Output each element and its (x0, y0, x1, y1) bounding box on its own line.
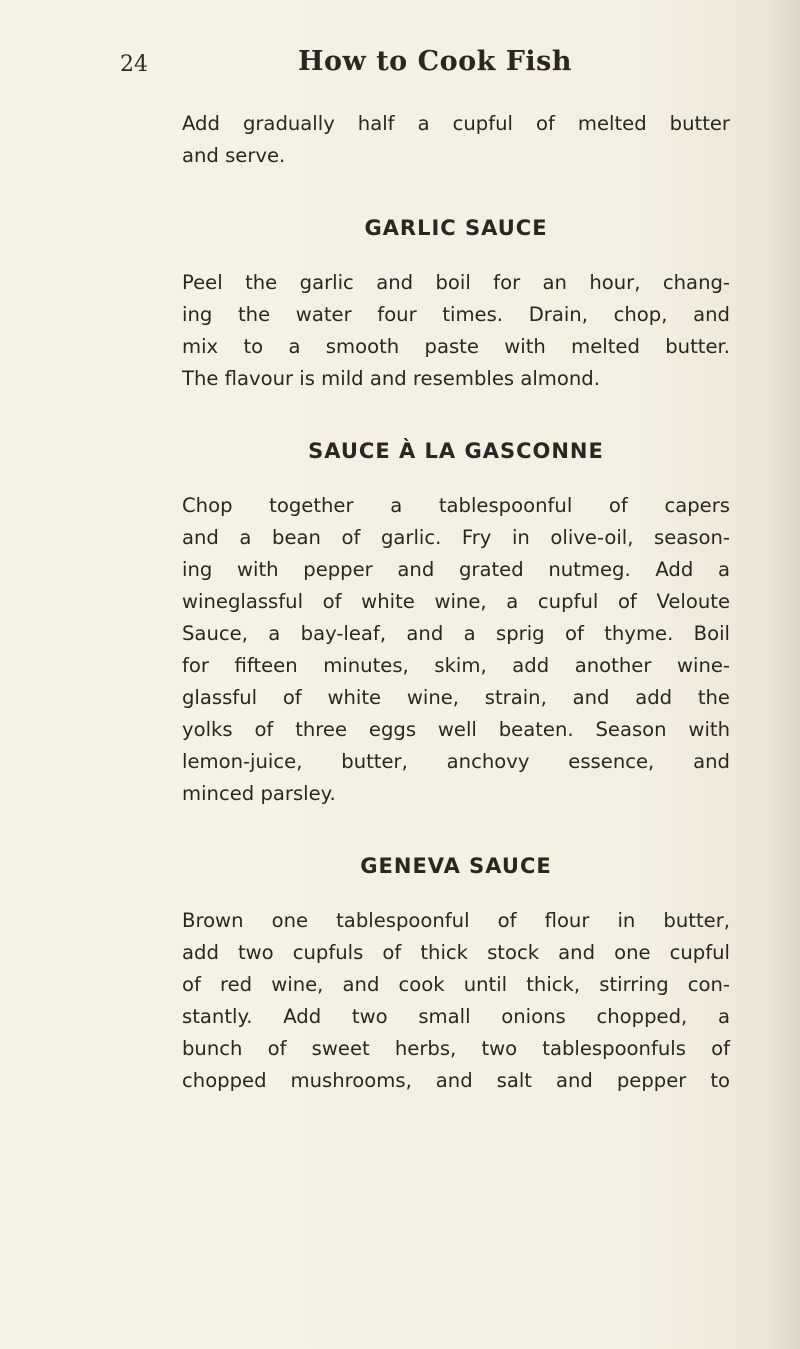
text-line: wineglassful of white wine, a cupful of Veloute (182, 590, 730, 613)
running-head: How to Cook Fish (298, 46, 572, 77)
text-line: add two cupfuls of thick stock and one cupful (182, 941, 730, 964)
text-line: Peel the garlic and boil for an hour, chang- (182, 271, 730, 294)
text-line: Chop together a tablespoonful of capers (182, 494, 730, 517)
text-line: chopped mushrooms, and salt and pepper to (182, 1069, 730, 1092)
text-line: The flavour is mild and resembles almond. (182, 367, 600, 390)
text-line: lemon-juice, butter, anchovy essence, and (182, 750, 730, 773)
page-body (182, 108, 730, 1097)
text-line: Add gradually half a cupful of melted butter (182, 112, 730, 135)
text-line: ing the water four times. Drain, chop, and (182, 303, 730, 326)
page-number: 24 (120, 52, 148, 77)
text-line: glassful of white wine, strain, and add the (182, 686, 730, 709)
text-line: stantly. Add two small onions chopped, a (182, 1005, 730, 1028)
text-line: minced parsley. (182, 782, 336, 805)
geneva-sauce-heading: GENEVA SAUCE (360, 854, 552, 878)
page-header (120, 46, 730, 86)
text-line: mix to a smooth paste with melted butter. (182, 335, 730, 358)
text-line: for fifteen minutes, skim, add another wine- (182, 654, 730, 677)
sauce-a-la-gasconne-heading: SAUCE À LA GASCONNE (308, 439, 604, 463)
text-line: Sauce, a bay-leaf, and a sprig of thyme. Boil (182, 622, 730, 645)
garlic-sauce-heading: GARLIC SAUCE (364, 216, 548, 240)
sauce-a-la-gasconne-paragraph (182, 490, 730, 810)
geneva-sauce-paragraph (182, 905, 730, 1097)
garlic-sauce-paragraph (182, 267, 730, 395)
text-line: bunch of sweet herbs, two tablespoonfuls of (182, 1037, 730, 1060)
text-line: and serve. (182, 144, 286, 167)
intro-paragraph (182, 108, 730, 172)
text-line: of red wine, and cook until thick, stirring con- (182, 973, 730, 996)
text-line: yolks of three eggs well beaten. Season with (182, 718, 730, 741)
text-line: Brown one tablespoonful of flour in butter, (182, 909, 730, 932)
text-line: and a bean of garlic. Fry in olive-oil, season- (182, 526, 730, 549)
text-line: ing with pepper and grated nutmeg. Add a (182, 558, 730, 581)
